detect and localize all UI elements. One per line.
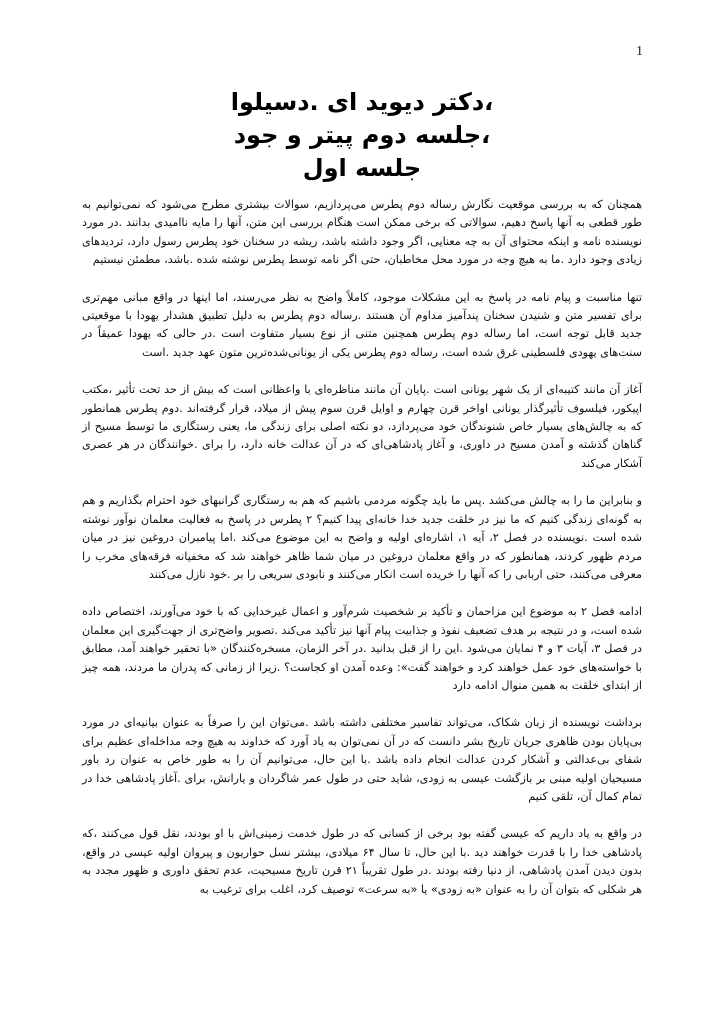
document-body — [82, 196, 642, 918]
paragraph-1: همچنان که به بررسی موقعیت نگارش رساله دوم پطرس می‌پردازیم، سوالات بیشتری مطرح می‌شود که نمی‌توانیم به طور قطعی به آنها پاسخ دهیم، سوالاتی که برخی ممکن است هنگام بررسی این متن، آنها را مایه ناامیدی بدانند .در مورد نویسنده نامه و اینکه محتوای آن به چه معنایی، اگر وجود داشته باشد، ریشه در سخنان خود پطرس رسول دارد، تردیدهای زیادی وجود دارد .ما به هیچ وجه در مورد محل مخاطبان، حتی اگر نامه توسط پطرس نوشته شده .باشد، مطمئن نیستیم — [82, 198, 642, 267]
title-line-2: ،جلسه دوم پیتر و جود — [233, 121, 491, 149]
paragraph-6: برداشت نویسنده از زبان شکاک، می‌تواند تفاسیر مختلفی داشته باشد .می‌توان این را صرفاً به عنوان بیانیه‌ای در مورد بی‌پایان بودن ظاهری جریان تاریخ بشر دانست که در آن نمی‌توان به یاد آورد که خداوند به هیچ وجه مداخله‌ای عظیم برای شفای بی‌عدالتی و آشکار کردن عدالت انجام داده باشد .با این حال، می‌توانیم آن را به طور خاص به عنوان رد باور مسیحیان اولیه مبنی بر بازگشت عیسی به زودی، شاید حتی در طول عمر شاگردان و یارانش، برای .آغاز پادشاهی خدا در تمام کمال آن، تلقی کنیم — [82, 716, 642, 803]
paragraph-2: تنها مناسبت و پیام نامه در پاسخ به این مشکلات موجود، کاملاً واضح به نظر می‌رسند، اما اینها در واقع مبانی مهم‌تری برای تفسیر متن و شنیدن سخنان پندآمیز مداوم آن هستند .رساله دوم پطرس به دلیل تطبیق هشدار یهودا با موقعیتی جدید قابل توجه است، اما رساله دوم پطرس همچنین متنی از نوع بسیار متفاوت است .در حالی که یهودا عمیقاً در سنت‌های یهودی فلسطینی غرق شده است، رساله دوم پطرس یکی از یونانی‌شده‌ترین متون عهد جدید .است — [82, 290, 642, 359]
title-line-1: ،دکتر دیوید ای .دسیلوا — [230, 88, 494, 116]
title-line-3: جلسه اول — [302, 154, 422, 182]
page-number: 1 — [636, 44, 643, 59]
paragraph-4: و بنابراین ما را به چالش می‌کشد .پس ما باید چگونه مردمی باشیم که هم به رستگاری گرانبهای خود احترام بگذاریم و هم به گونه‌ای زندگی کنیم که ما نیز در خلقت جدید خدا خانه‌ای پیدا کنیم؟ ۲ پطرس در پاسخ به فعالیت معلمان نوآور نوشته شده است .نویسنده در فصل ۲، آیه ۱، اشاره‌ای اولیه و واضح به این موضوع می‌کند .اما پیامبران دروغین نیز در میان مردم ظهور کردند، همانطور که در واقع معلمان دروغین در میان شما ظاهر خواهند شد که مخفیانه فرقه‌های مخرب را معرفی می‌کنند، حتی اربابی را که آنها را خریده است انکار می‌کنند و نابودی سریعی را بر .خود نازل می‌کنند — [82, 494, 642, 581]
document-title — [0, 86, 724, 185]
paragraph-7: در واقع به یاد داریم که عیسی گفته بود برخی از کسانی که در طول خدمت زمینی‌اش با او بودند، نقل قول می‌کنند ،که پادشاهی خدا را با قدرت خواهند دید .با این حال، تا سال ۶۴ میلادی، بیشتر نسل حواریون و پیروان اولیه عیسی در واقع، بدون دیدن آمدن پادشاهی، از دنیا رفته بودند .در طول تقریباً ۲۱ قرن تاریخ مسیحیت، عدم تحقق داوری و ظهور مجدد به هر شکلی که بتوان آن را به عنوان «به زودی» یا «به سرعت» توصیف کرد، اغلب برای ترغیب به — [82, 827, 642, 896]
paragraph-5: ادامه فصل ۲ به موضوع این مزاحمان و تأکید بر شخصیت شرم‌آور و اعمال غیرخدایی که با خود می‌آورند، اختصاص داده شده است، و در نتیجه بر هدف تضعیف نفوذ و جذابیت پیام آنها نیز تأکید می‌کند .تصویر واضح‌تری از جهت‌گیری این معلمان در فصل ۳، آیات ۳ و ۴ نمایان می‌شود .این را از قبل بدانید .در آخر الزمان، مسخره‌کنندگان «با تحقیر خواهند آمد، مطابق با خواسته‌های خود عمل خواهند کرد و خواهند گفت»: وعده آمدن او کجاست؟ .زیرا از زمانی که پدران ما مردند، همه چیز از ابتدای خلقت به همین منوال ادامه دارد — [82, 605, 642, 692]
paragraph-3: آغاز آن مانند کتیبه‌ای از یک شهر یونانی است .پایان آن مانند مناظره‌ای با واعظانی است که بیش از حد تحت تأثیر ،مکتب اپیکور، فیلسوف تأثیرگذار یونانی اواخر قرن چهارم و اوایل قرن سوم پیش از میلاد، قرار گرفته‌اند .دوم پطرس همانطور که به چالش‌های بسیار خاص شنوندگان خود می‌پردازد، دو نکته اصلی برای زندگی ما، یعنی رستگاری ما توسط مسیح از گناهان گذشته و آمدن مسیح در داوری، و آغاز پادشاهی‌ای که در آن عدالت خانه دارد، را برای .خوانندگان در هر عصری آشکار می‌کند — [82, 383, 642, 470]
